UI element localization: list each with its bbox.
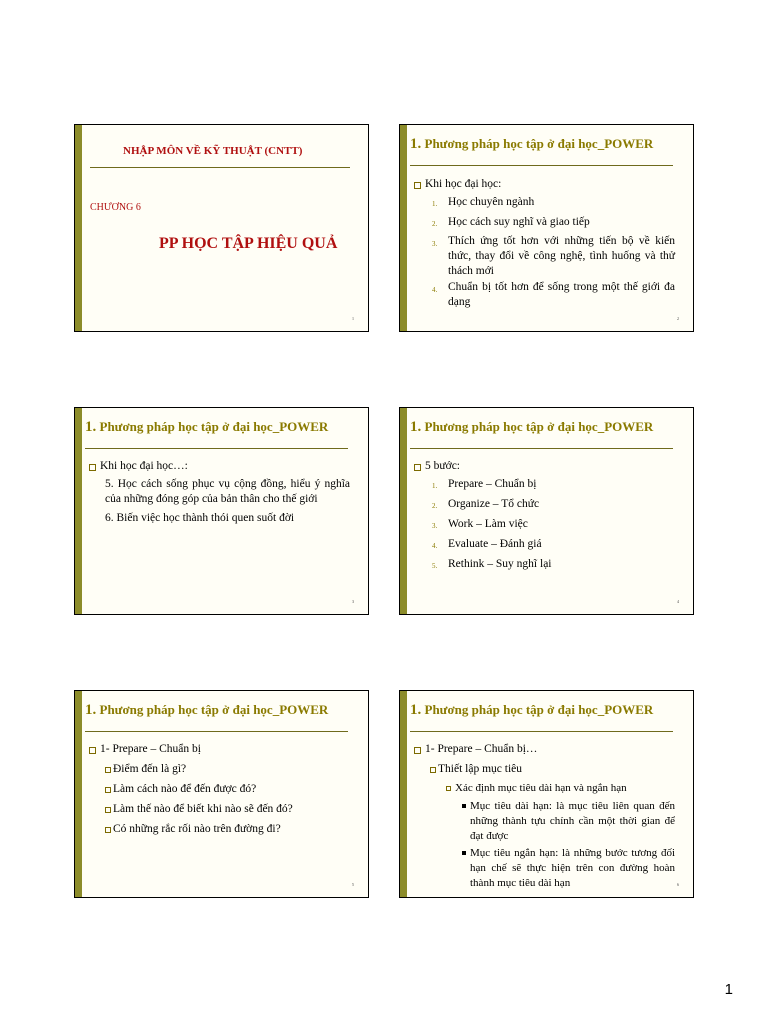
slide-4 [399, 407, 694, 615]
heading-number: 1. [85, 702, 97, 718]
slide-heading [85, 419, 328, 436]
slide-number: 1 [352, 316, 354, 321]
heading-divider [410, 448, 673, 449]
square-bullet-item: Mục tiêu dài hạn: là mục tiêu liên quan đến những thành tựu chính cần một thời gian để đạt được [462, 799, 675, 844]
numbered-list [432, 194, 675, 310]
slide-6 [399, 690, 694, 898]
slide-accent-stripe [400, 408, 407, 614]
bullet-box-icon [446, 786, 451, 791]
slide-body [89, 741, 350, 838]
sub-sub-bullet-item: Xác định mục tiêu dài hạn và ngắn hạn [446, 780, 675, 797]
bullet-box-icon [89, 747, 96, 754]
heading-text: Phương pháp học tập ở đại học_POWER [424, 702, 654, 717]
heading-divider [410, 165, 673, 166]
bullet-box-icon [414, 182, 421, 189]
heading-text: Phương pháp học tập ở đại học_POWER [424, 136, 654, 151]
list-item: 5. Rethink – Suy nghĩ lại [432, 558, 552, 570]
slide-number: 5 [352, 882, 354, 887]
list-item: 1. Học chuyên ngành [432, 196, 535, 208]
square-bullet-item: Mục tiêu ngắn hạn: là những bước tương đối hạn chế sẽ thực hiện trên con đường hoàn thành mục tiêu dài hạn [462, 846, 675, 891]
sub-bullet-item: Làm thế nào để biết khi nào sẽ đến đó? [105, 801, 350, 818]
slide-heading [410, 702, 653, 719]
slide-heading [410, 419, 653, 436]
heading-number: 1. [410, 136, 422, 152]
heading-divider [85, 448, 348, 449]
heading-number: 1. [410, 702, 422, 718]
bullet-box-icon [105, 787, 111, 793]
heading-text: Phương pháp học tập ở đại học_POWER [99, 419, 329, 434]
list-item: 3. Work – Làm việc [432, 518, 528, 530]
slide-accent-stripe [75, 125, 82, 331]
slide-body [414, 741, 675, 891]
bullet-box-icon [89, 464, 96, 471]
slide-number: 6 [677, 882, 679, 887]
bullet-box-icon [105, 827, 111, 833]
slide-5 [74, 690, 369, 898]
list-item: 4. Chuẩn bị tốt hơn để sống trong một thế giới đa dạng [432, 281, 675, 308]
slide-2 [399, 124, 694, 332]
bullet-item: Khi học đại học: [414, 176, 675, 193]
bullet-item: 5 bước: [414, 458, 675, 475]
slide-heading [410, 136, 653, 153]
sub-bullet-item: Có những rắc rối nào trên đường đi? [105, 821, 350, 838]
list-item: 4. Evaluate – Đánh giá [432, 538, 542, 550]
square-bullet-icon [462, 851, 466, 855]
heading-divider [85, 731, 348, 732]
slide-accent-stripe [400, 691, 407, 897]
bullet-box-icon [414, 464, 421, 471]
bullet-box-icon [105, 767, 111, 773]
slide-number: 3 [352, 599, 354, 604]
sub-bullet-item: Thiết lập mục tiêu [430, 761, 675, 778]
sub-bullet-item: Điểm đến là gì? [105, 761, 350, 778]
bullet-item: 1- Prepare – Chuẩn bị… [414, 741, 675, 758]
heading-number: 1. [85, 419, 97, 435]
slide-title: PP HỌC TẬP HIỆU QUẢ [159, 235, 338, 252]
bullet-item: Khi học đại học…: [89, 458, 350, 475]
slide-number: 4 [677, 599, 679, 604]
course-title: NHẬP MÔN VỀ KỸ THUẬT (CNTT) [123, 145, 303, 157]
list-item: 2. Organize – Tổ chức [432, 498, 540, 510]
sub-bullet-item: Làm cách nào để đến được đó? [105, 781, 350, 798]
title-divider [90, 167, 350, 168]
page-number: 1 [724, 981, 733, 998]
slide-body [414, 458, 675, 575]
slide-body [89, 458, 350, 526]
heading-text: Phương pháp học tập ở đại học_POWER [424, 419, 654, 434]
slide-accent-stripe [400, 125, 407, 331]
heading-divider [410, 731, 673, 732]
list-item: 1. Prepare – Chuẩn bị [432, 478, 537, 490]
bullet-box-icon [105, 807, 111, 813]
list-item: 5. Học cách sống phục vụ cộng đồng, hiểu ý nghĩa của những đóng góp của bản thân cho thế giới [105, 478, 350, 505]
list-item: 3. Thích ứng tốt hơn với những tiến bộ về kiến thức, thay đổi về công nghệ, tình huống và thử thách mới [432, 235, 675, 277]
bullet-item: 1- Prepare – Chuẩn bị [89, 741, 350, 758]
slide-accent-stripe [75, 691, 82, 897]
list-item: 6. Biến việc học thành thói quen suốt đời [105, 512, 295, 524]
slide-body [414, 176, 675, 310]
slide-heading [85, 702, 328, 719]
bullet-box-icon [430, 767, 436, 773]
chapter-label: CHƯƠNG 6 [90, 202, 141, 213]
bullet-box-icon [414, 747, 421, 754]
square-bullet-icon [462, 804, 466, 808]
slide-1 [74, 124, 369, 332]
heading-text: Phương pháp học tập ở đại học_POWER [99, 702, 329, 717]
slide-3 [74, 407, 369, 615]
list-item: 2. Học cách suy nghĩ và giao tiếp [432, 216, 590, 228]
slide-accent-stripe [75, 408, 82, 614]
heading-number: 1. [410, 419, 422, 435]
slide-number: 2 [677, 316, 679, 321]
numbered-list [432, 476, 675, 575]
